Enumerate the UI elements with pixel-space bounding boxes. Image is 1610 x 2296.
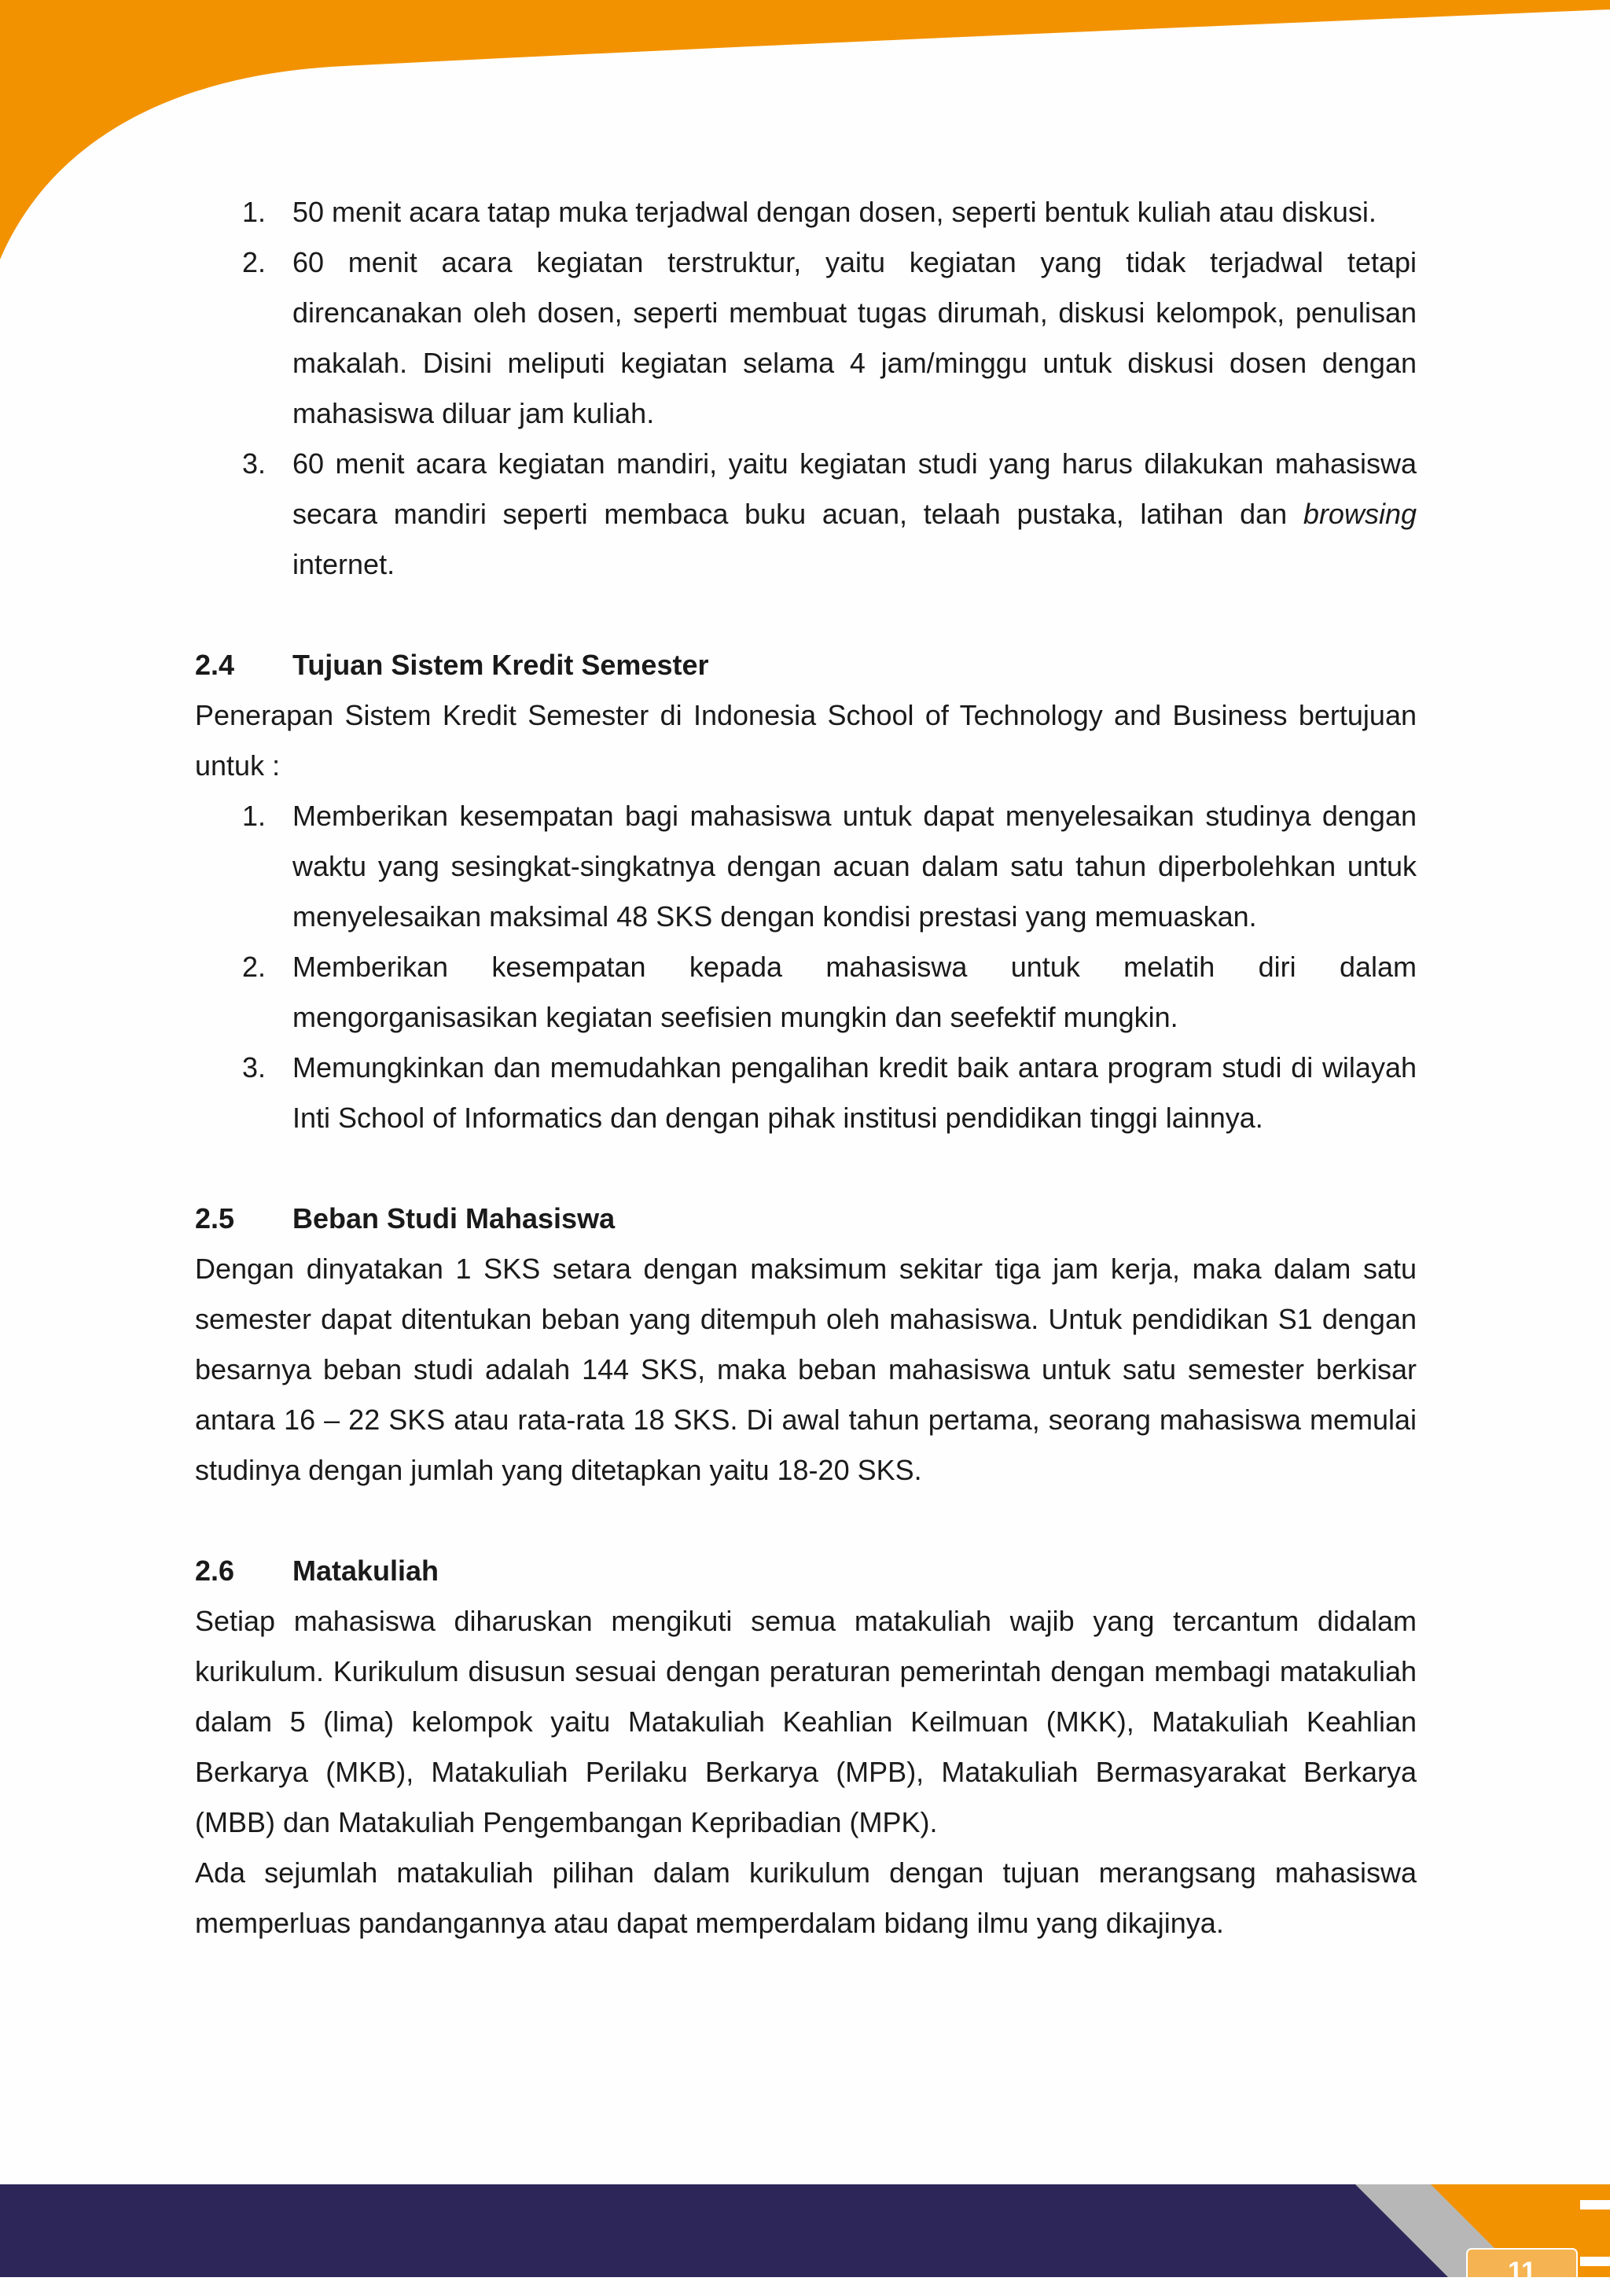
list-item	[195, 791, 1417, 942]
list-number: 3.	[242, 447, 266, 480]
section-number: 2.5	[195, 1202, 235, 1234]
section-number: 2.6	[195, 1555, 235, 1587]
section-title: Beban Studi Mahasiswa	[292, 1202, 616, 1234]
list-item	[195, 1043, 1417, 1143]
list-text: 60 menit acara kegiatan terstruktur, yaitu kegiatan yang tidak terjadwal tetapi direncanakan oleh dosen, seperti membuat tugas dirumah, diskusi kelompok, penulisan makalah. Disini meliputi kegiatan selama 4 jam/minggu untuk diskusi dosen dengan mahasiswa diluar jam kuliah.	[292, 246, 1417, 429]
paragraph: Setiap mahasiswa diharuskan mengikuti semua matakuliah wajib yang tercantum didalam kurikulum. Kurikulum disusun sesuai dengan peraturan pemerintah dengan membagi matakuliah dalam 5 (lima) kelompok yaitu Matakuliah Keahlian Keilmuan (MKK), Matakuliah Keahlian Berkarya (MKB), Matakuliah Perilaku Berkarya (MPB), Matakuliah Bermasyarakat Berkarya (MBB) dan Matakuliah Pengembangan Kepribadian (MPK).	[195, 1605, 1417, 1838]
paragraph: Dengan dinyatakan 1 SKS setara dengan maksimum sekitar tiga jam kerja, maka dalam satu semester dapat ditentukan beban yang ditempuh oleh mahasiswa. Untuk pendidikan S1 dengan besarnya beban studi adalah 144 SKS, maka beban mahasiswa untuk satu semester berkisar antara 16 – 22 SKS atau rata-rata 18 SKS. Di awal tahun pertama, seorang mahasiswa memulai studinya dengan jumlah yang ditetapkan yaitu 18-20 SKS.	[195, 1253, 1417, 1486]
footer-white-bar-top	[1580, 2200, 1610, 2210]
list-number: 2.	[242, 951, 266, 983]
list-number: 1.	[242, 800, 266, 832]
list-text: Memungkinkan dan memudahkan pengalihan kredit baik antara program studi di wilayah Inti School of Informatics dan dengan pihak institusi pendidikan tinggi lainnya.	[292, 1051, 1417, 1134]
footer-white-bar-bottom	[1580, 2257, 1610, 2266]
section-heading	[195, 640, 1417, 690]
list-item	[195, 237, 1417, 439]
section-title: Tujuan Sistem Kredit Semester	[292, 649, 709, 681]
document-body	[195, 187, 1417, 1948]
footer-navy-band	[0, 2184, 1610, 2277]
list-text-italic: browsing	[1303, 498, 1417, 530]
section-heading	[195, 1546, 1417, 1596]
list-text: 50 menit acara tatap muka terjadwal dengan dosen, seperti bentuk kuliah atau diskusi.	[292, 196, 1377, 228]
list-number: 2.	[242, 246, 266, 278]
section-heading	[195, 1194, 1417, 1244]
list-text: internet.	[292, 548, 395, 580]
objectives-list	[195, 791, 1417, 1143]
list-item	[195, 187, 1417, 237]
list-item	[195, 942, 1417, 1043]
list-text: Memberikan kesempatan kepada mahasiswa untuk melatih diri dalam mengorganisasikan kegiatan seefisien mungkin dan seefektif mungkin.	[292, 951, 1417, 1033]
list-number: 3.	[242, 1051, 266, 1084]
section-number: 2.4	[195, 649, 235, 681]
time-allocation-list	[195, 187, 1417, 590]
page-number: 11	[1508, 2257, 1536, 2287]
list-text: Memberikan kesempatan bagi mahasiswa untuk dapat menyelesaikan studinya dengan waktu yang sesingkat-singkatnya dengan acuan dalam satu tahun diperbolehkan untuk menyelesaikan maksimal 48 SKS dengan kondisi prestasi yang memuaskan.	[292, 800, 1417, 933]
paragraph: Ada sejumlah matakuliah pilihan dalam kurikulum dengan tujuan merangsang mahasiswa memperluas pandangannya atau dapat memperdalam bidang ilmu yang dikajinya.	[195, 1856, 1417, 1939]
list-item	[195, 439, 1417, 590]
paragraph: Penerapan Sistem Kredit Semester di Indonesia School of Technology and Business bertujuan untuk :	[195, 699, 1417, 782]
list-text: 60 menit acara kegiatan mandiri, yaitu kegiatan studi yang harus dilakukan mahasiswa secara mandiri seperti membaca buku acuan, telaah pustaka, latihan dan	[292, 447, 1417, 530]
section-title: Matakuliah	[292, 1555, 439, 1587]
list-number: 1.	[242, 196, 266, 228]
